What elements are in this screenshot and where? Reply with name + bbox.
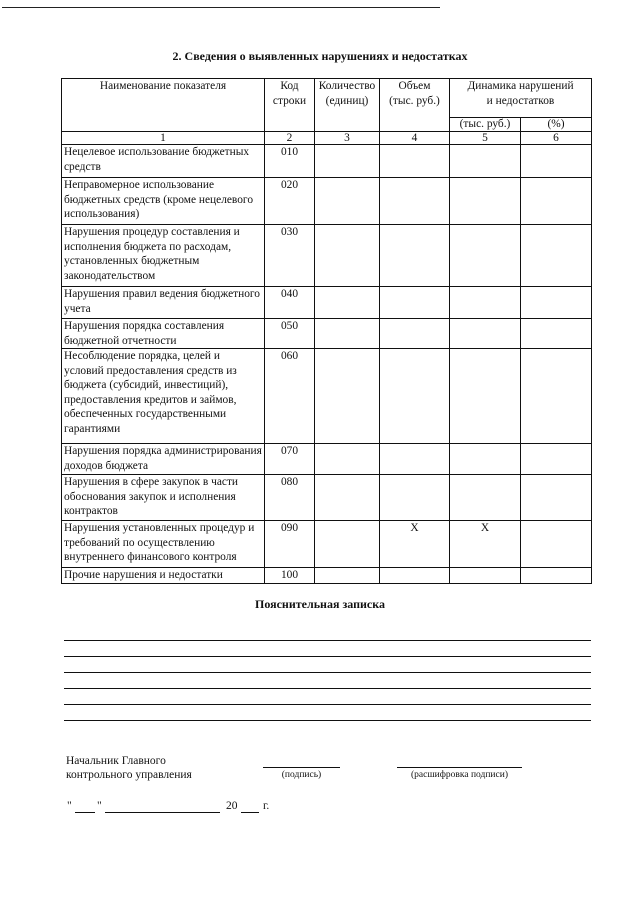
table-row xyxy=(62,178,592,225)
row-dyn-pct xyxy=(521,568,592,584)
row-dyn-pct xyxy=(521,287,592,319)
row-volume xyxy=(380,145,450,178)
row-dyn-rub xyxy=(450,319,521,349)
table-row xyxy=(62,225,592,287)
note-line xyxy=(64,704,591,705)
date-quote-open: " xyxy=(67,800,72,812)
date-quote-close: " xyxy=(97,800,102,812)
row-name: Неправомерное использование бюджетных средств (кроме нецелевого использования) xyxy=(62,178,265,225)
note-title: Пояснительная записка xyxy=(254,597,385,611)
column-number: 3 xyxy=(315,132,380,145)
date-century: 20 xyxy=(226,800,238,812)
row-volume xyxy=(380,319,450,349)
header-count: Количество (единиц) xyxy=(315,79,380,132)
table-row xyxy=(62,475,592,521)
row-volume: X xyxy=(380,521,450,568)
column-number: 6 xyxy=(521,132,592,145)
section-title: 2. Сведения о выявленных нарушениях и недостатках xyxy=(172,49,468,63)
row-dyn-pct xyxy=(521,178,592,225)
row-volume xyxy=(380,475,450,521)
row-code: 100 xyxy=(265,568,315,584)
top-border-line xyxy=(2,7,440,8)
row-name: Нарушения правил ведения бюджетного учета xyxy=(62,287,265,319)
row-dyn-pct xyxy=(521,225,592,287)
row-dyn-pct xyxy=(521,521,592,568)
row-dyn-rub xyxy=(450,145,521,178)
table-row xyxy=(62,349,592,444)
header-code: Код строки xyxy=(265,79,315,132)
row-volume xyxy=(380,444,450,475)
row-name: Прочие нарушения и недостатки xyxy=(62,568,265,584)
row-code: 070 xyxy=(265,444,315,475)
row-count xyxy=(315,349,380,444)
row-dyn-pct xyxy=(521,475,592,521)
row-dyn-pct xyxy=(521,444,592,475)
signature-line xyxy=(263,767,340,768)
row-code: 040 xyxy=(265,287,315,319)
row-count xyxy=(315,568,380,584)
row-dyn-rub xyxy=(450,349,521,444)
row-code: 090 xyxy=(265,521,315,568)
row-dyn-rub xyxy=(450,225,521,287)
row-code: 020 xyxy=(265,178,315,225)
note-line xyxy=(64,688,591,689)
row-count xyxy=(315,521,380,568)
decode-caption: (расшифровка подписи) xyxy=(411,770,508,780)
row-dyn-rub xyxy=(450,178,521,225)
row-name: Нарушения порядка составления бюджетной отчетности xyxy=(62,319,265,349)
violations-table xyxy=(61,78,592,584)
note-line xyxy=(64,656,591,657)
row-volume xyxy=(380,287,450,319)
table-row xyxy=(62,145,592,178)
row-count xyxy=(315,178,380,225)
row-count xyxy=(315,444,380,475)
note-line xyxy=(64,720,591,721)
date-year-line xyxy=(241,812,259,813)
row-name: Нарушения процедур составления и исполнения бюджета по расходам, установленных бюджетным законодательством xyxy=(62,225,265,287)
table-row xyxy=(62,319,592,349)
column-number: 5 xyxy=(450,132,521,145)
row-name: Нецелевое использование бюджетных средств xyxy=(62,145,265,178)
row-dyn-rub xyxy=(450,444,521,475)
header-volume: Объем (тыс. руб.) xyxy=(380,79,450,132)
row-dyn-rub: X xyxy=(450,521,521,568)
row-code: 030 xyxy=(265,225,315,287)
row-count xyxy=(315,475,380,521)
header-dynamics: Динамика нарушений и недостатков xyxy=(450,79,592,118)
note-line xyxy=(64,640,591,641)
note-line xyxy=(64,672,591,673)
row-name: Несоблюдение порядка, целей и условий предоставления средств из бюджета (субсидий, инвестиций), предоставления кредитов и займов, обеспеченных государственными гарантиями xyxy=(62,349,265,444)
row-volume xyxy=(380,178,450,225)
decode-line xyxy=(397,767,522,768)
header-dyn-rub: (тыс. руб.) xyxy=(450,118,521,132)
row-code: 050 xyxy=(265,319,315,349)
column-number: 1 xyxy=(62,132,265,145)
date-day-line xyxy=(75,812,95,813)
row-volume xyxy=(380,349,450,444)
row-volume xyxy=(380,225,450,287)
date-month-line xyxy=(105,812,220,813)
row-code: 010 xyxy=(265,145,315,178)
column-number: 2 xyxy=(265,132,315,145)
signer-position: Начальник Главного контрольного управления xyxy=(66,755,192,781)
header-name: Наименование показателя xyxy=(62,79,265,132)
table-row xyxy=(62,444,592,475)
table-row xyxy=(62,568,592,584)
row-count xyxy=(315,319,380,349)
signature-caption: (подпись) xyxy=(281,770,322,780)
row-count xyxy=(315,145,380,178)
row-volume xyxy=(380,568,450,584)
row-count xyxy=(315,225,380,287)
row-name: Нарушения установленных процедур и требований по осуществлению внутреннего финансового контроля xyxy=(62,521,265,568)
row-dyn-pct xyxy=(521,319,592,349)
row-name: Нарушения в сфере закупок в части обоснования закупок и исполнения контрактов xyxy=(62,475,265,521)
row-count xyxy=(315,287,380,319)
date-year-suffix: г. xyxy=(263,800,270,812)
row-name: Нарушения порядка администрирования доходов бюджета xyxy=(62,444,265,475)
row-dyn-rub xyxy=(450,568,521,584)
row-code: 080 xyxy=(265,475,315,521)
table-row xyxy=(62,521,592,568)
column-number: 4 xyxy=(380,132,450,145)
row-dyn-rub xyxy=(450,475,521,521)
row-dyn-pct xyxy=(521,145,592,178)
row-code: 060 xyxy=(265,349,315,444)
row-dyn-pct xyxy=(521,349,592,444)
row-dyn-rub xyxy=(450,287,521,319)
table-row xyxy=(62,287,592,319)
header-dyn-pct: (%) xyxy=(521,118,592,132)
